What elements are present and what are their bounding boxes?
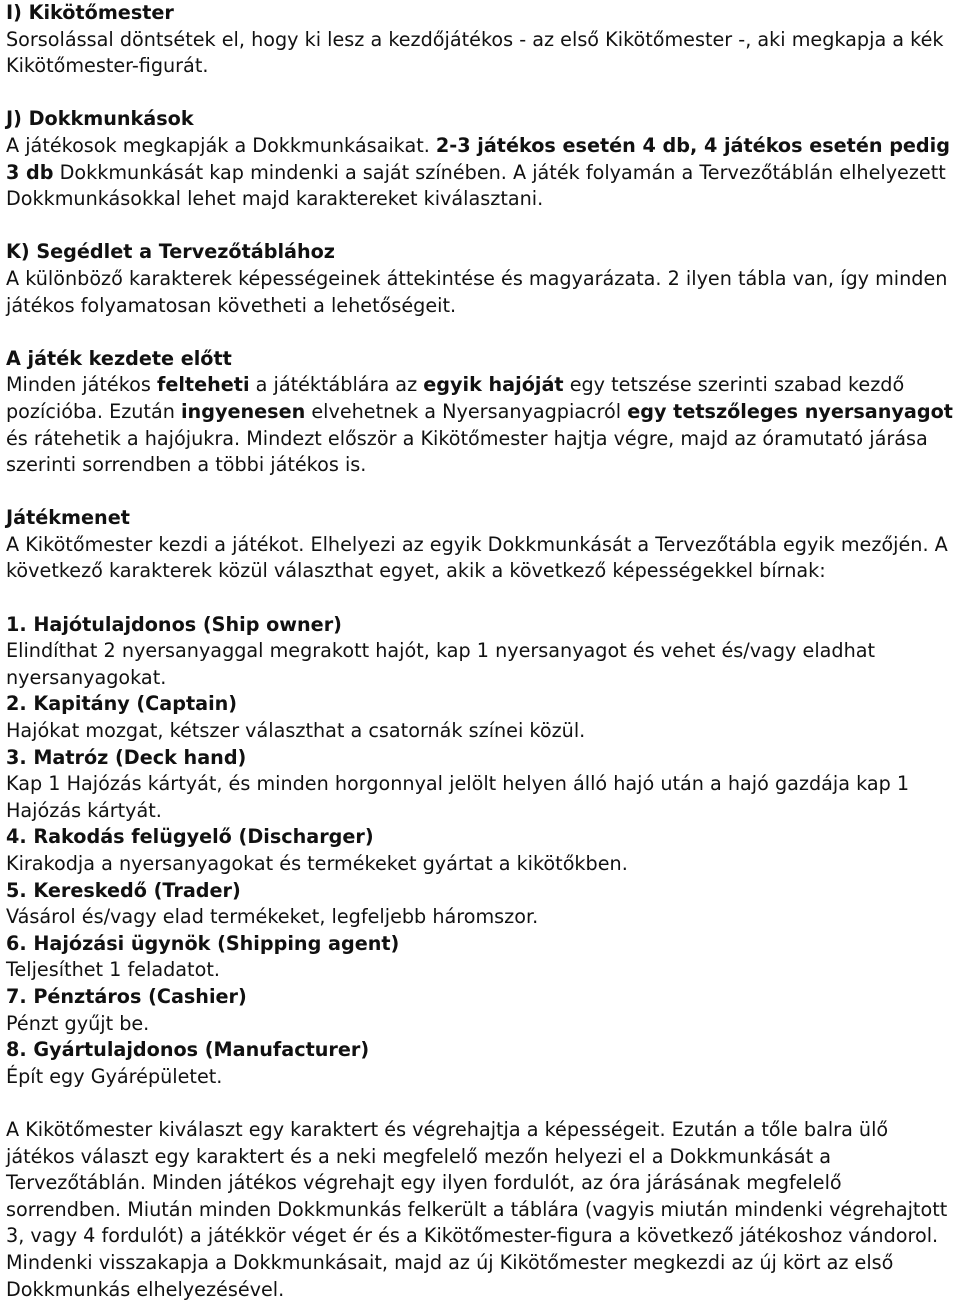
document-page (6, 0, 956, 1303)
closing-paragraph: A Kikötőmester kiválaszt egy karaktert és végrehajtja a képességeit. Ezután a tőle balra ülő játékos választ egy karaktert és a neki megfelelő mezőn helyezi el a Dokkmunkását a Tervezőtáblán. Minden játékos végrehajt egy ilyen fordulót, az óra járásának megfelelő sorrendben. Miután minden Dokkmunkás felkerült a táblára (vagyis miután mindenki végrehajtott 3, vagy 4 fordulót) a játékkör véget ér és a Kikötőmester-figura a következő játékoshoz vándorol. Mindenki visszakapja a Dokkmunkásait, majd az új Kikötőmester megkezdi az új kört az első Dokkmunkás elhelyezésével. (6, 1117, 948, 1301)
character-description: Épít egy Gyárépületet. (6, 1064, 223, 1088)
list-item (6, 878, 956, 931)
paragraph (6, 372, 956, 478)
section-heading: K) Segédlet a Tervezőtáblához (6, 240, 335, 264)
section-heading: J) Dokkmunkások (6, 107, 194, 131)
list-item (6, 612, 956, 692)
character-title: 6. Hajózási ügynök (Shipping agent) (6, 931, 400, 955)
character-title: 1. Hajótulajdonos (Ship owner) (6, 612, 342, 636)
character-title: 2. Kapitány (Captain) (6, 692, 238, 716)
list-item (6, 824, 956, 877)
character-description: Hajókat mozgat, kétszer választhat a csatornák színei közül. (6, 719, 586, 743)
bold-run: 2-3 játékos esetén 4 db, 4 játékos esetén pedig 3 db (6, 133, 950, 184)
list-item (6, 691, 956, 744)
section-jatekmenet (6, 505, 956, 585)
character-title: 5. Kereskedő (Trader) (6, 878, 241, 902)
paragraph: A különböző karakterek képességeinek áttekintése és magyarázata. 2 ilyen tábla van, így minden játékos folyamatosan követheti a lehetőségeit. (6, 266, 948, 317)
character-description: Kap 1 Hajózás kártyát, és minden horgonnyal jelölt helyen álló hajó után a hajó gazdája kap 1 Hajózás kártyát. (6, 772, 910, 822)
text-run: a játéktáblára az (249, 373, 424, 397)
character-title: 4. Rakodás felügyelő (Discharger) (6, 825, 374, 849)
paragraph (6, 133, 956, 213)
text-run: egy tetszése szerinti szabad kezdő pozícióba. Ezután (6, 373, 905, 423)
section-heading: Játékmenet (6, 506, 130, 530)
text-run: Minden játékos (6, 373, 157, 397)
section-heading: A játék kezdete előtt (6, 346, 232, 370)
bold-run: felteheti (156, 373, 250, 397)
text-run: A játékosok megkapják a Dokkmunkásaikat. (6, 133, 436, 157)
text-run: elvehetnek a Nyersanyagpiacról (305, 399, 628, 423)
character-title: 3. Matróz (Deck hand) (6, 745, 247, 769)
text-run: és rátehetik a hajójukra. Mindezt először a Kikötőmester hajtja végre, majd az óramutató járása szerinti sorrendben a többi játékos is. (6, 426, 928, 477)
list-item (6, 931, 956, 984)
list-item (6, 745, 956, 825)
paragraph: Sorsolással döntsétek el, hogy ki lesz a kezdőjátékos - az első Kikötőmester -, aki megkapja a kék Kikötőmester-figurát. (6, 27, 944, 78)
bold-run: egy tetszőleges nyersanyagot (627, 399, 953, 423)
text-run: Dokkmunkását kap mindenki a saját színében. A játék folyamán a Tervezőtáblán elhelyezett Dokkmunkásokkal lehet majd karaktereket kiválasztani. (6, 160, 946, 211)
character-description: Teljesíthet 1 feladatot. (6, 958, 220, 982)
character-description: Kirakodja a nyersanyagokat és termékeket gyártat a kikötőkben. (6, 852, 628, 875)
character-description: Elindíthat 2 nyersanyaggal megrakott hajót, kap 1 nyersanyagot és vehet és/vagy eladhat nyersanyagokat. (6, 639, 876, 689)
section-jatek-kezdete (6, 346, 956, 479)
bold-run: egyik hajóját (423, 373, 564, 397)
character-list (6, 612, 956, 1091)
section-heading: I) Kikötőmester (6, 1, 174, 24)
section-segedlet (6, 239, 956, 319)
paragraph: A Kikötőmester kezdi a játékot. Elhelyezi az egyik Dokkmunkását a Tervezőtábla egyik mezőjén. A következő karakterek közül választhat egyet, akik a következő képességekkel bírnak: (6, 532, 948, 583)
character-title: 7. Pénztáros (Cashier) (6, 984, 247, 1008)
section-dokkmunkasok (6, 106, 956, 212)
section-kikotomester (6, 0, 956, 80)
bold-run: ingyenesen (180, 399, 306, 423)
list-item (6, 1037, 956, 1090)
character-description: Pénzt gyűjt be. (6, 1011, 150, 1035)
character-description: Vásárol és/vagy elad termékeket, legfeljebb háromszor. (6, 905, 539, 929)
list-item (6, 984, 956, 1037)
character-title: 8. Gyártulajdonos (Manufacturer) (6, 1038, 370, 1062)
